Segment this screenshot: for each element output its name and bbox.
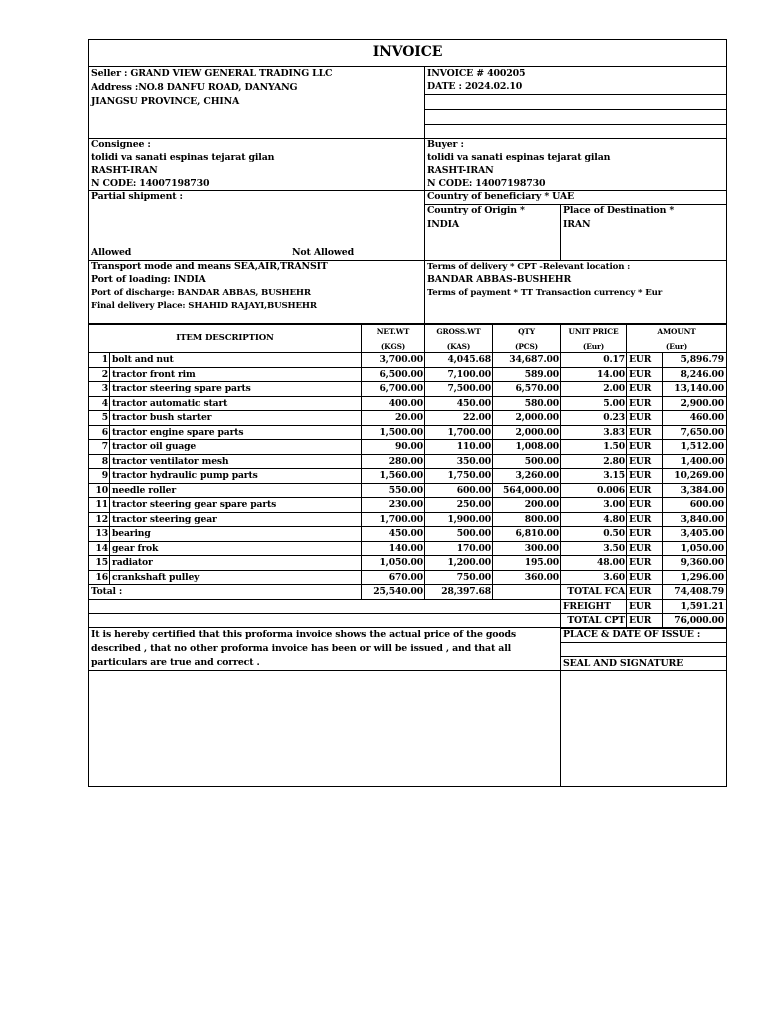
item-quantity: 2,000.00 <box>492 411 561 426</box>
item-net-weight: 140.00 <box>361 542 425 557</box>
item-amount: 7,650.00 <box>662 426 727 441</box>
partial-allowed: Allowed <box>91 247 132 258</box>
item-net-weight: 1,700.00 <box>361 513 425 528</box>
seal-cell <box>560 656 727 671</box>
item-number: 16 <box>88 571 110 586</box>
header-amount <box>626 324 727 353</box>
item-number: 1 <box>88 353 110 368</box>
item-gross-weight: 1,200.00 <box>424 556 493 571</box>
item-gross-weight: 450.00 <box>424 397 493 412</box>
table-row <box>88 426 727 441</box>
title-cell <box>88 39 727 67</box>
item-description: gear frok <box>109 542 362 557</box>
buyer-city: RASHT-IRAN <box>427 165 494 176</box>
item-amount: 8,246.00 <box>662 368 727 383</box>
item-currency: EUR <box>626 513 663 528</box>
partial-not-allowed: Not Allowed <box>292 247 355 258</box>
item-currency: EUR <box>626 556 663 571</box>
item-number: 15 <box>88 556 110 571</box>
totals-row <box>88 600 727 615</box>
item-currency: EUR <box>626 397 663 412</box>
item-currency: EUR <box>626 368 663 383</box>
item-number: 11 <box>88 498 110 513</box>
item-description: tractor oil guage <box>109 440 362 455</box>
bottom-left-box <box>88 670 561 787</box>
consignee-city: RASHT-IRAN <box>91 165 158 176</box>
seller-line3: JIANGSU PROVINCE, CHINA <box>91 96 240 107</box>
item-description: tractor bush starter <box>109 411 362 426</box>
item-amount: 1,050.00 <box>662 542 727 557</box>
item-unit-price: 2.80 <box>560 455 627 470</box>
item-quantity: 195.00 <box>492 556 561 571</box>
item-net-weight: 1,050.00 <box>361 556 425 571</box>
item-quantity: 6,570.00 <box>492 382 561 397</box>
item-net-weight: 1,560.00 <box>361 469 425 484</box>
item-number: 5 <box>88 411 110 426</box>
item-amount: 9,360.00 <box>662 556 727 571</box>
header-netwt <box>361 324 425 353</box>
item-quantity: 2,000.00 <box>492 426 561 441</box>
table-row <box>88 498 727 513</box>
partial-shipment-block <box>88 190 425 261</box>
item-unit-price: 3.15 <box>560 469 627 484</box>
item-unit-price: 2.00 <box>560 382 627 397</box>
total-fca-label: TOTAL FCA <box>560 585 627 600</box>
item-gross-weight: 4,045.68 <box>424 353 493 368</box>
item-gross-weight: 500.00 <box>424 527 493 542</box>
item-quantity: 564,000.00 <box>492 484 561 499</box>
item-description: needle roller <box>109 484 362 499</box>
item-gross-weight: 250.00 <box>424 498 493 513</box>
table-row <box>88 411 727 426</box>
item-description: bearing <box>109 527 362 542</box>
place-date-cell <box>560 627 727 643</box>
total-gross-weight: 28,397.68 <box>424 585 493 600</box>
seller-line1: Seller : GRAND VIEW GENERAL TRADING LLC <box>91 68 333 79</box>
item-description: tractor steering spare parts <box>109 382 362 397</box>
destination-label: Place of Destination * <box>563 205 675 216</box>
item-number: 12 <box>88 513 110 528</box>
table-row <box>88 368 727 383</box>
destination-cell <box>560 204 727 261</box>
item-net-weight: 20.00 <box>361 411 425 426</box>
item-number: 9 <box>88 469 110 484</box>
header-unit-price-unit: (Eur) <box>582 342 605 351</box>
item-quantity: 360.00 <box>492 571 561 586</box>
item-gross-weight: 7,100.00 <box>424 368 493 383</box>
invoice-number: INVOICE # 400205 <box>427 68 526 79</box>
item-net-weight: 280.00 <box>361 455 425 470</box>
total-cpt-currency: EUR <box>626 614 663 629</box>
item-currency: EUR <box>626 484 663 499</box>
header-amount-unit: (Eur) <box>665 342 688 351</box>
header-item-desc <box>88 324 362 353</box>
certification-block <box>88 627 561 671</box>
blank-row-3 <box>424 124 727 139</box>
item-unit-price: 0.17 <box>560 353 627 368</box>
header-qty-label: QTY <box>518 327 535 336</box>
freight-currency: EUR <box>626 600 663 615</box>
item-description: bolt and nut <box>109 353 362 368</box>
item-gross-weight: 1,750.00 <box>424 469 493 484</box>
item-unit-price: 3.00 <box>560 498 627 513</box>
item-number: 13 <box>88 527 110 542</box>
item-description: crankshaft pulley <box>109 571 362 586</box>
blank-row-1 <box>424 94 727 110</box>
cert-line3: particulars are true and correct . <box>91 657 260 668</box>
item-amount: 3,405.00 <box>662 527 727 542</box>
item-quantity: 589.00 <box>492 368 561 383</box>
partial-shipment-label: Partial shipment : <box>91 191 183 202</box>
item-quantity: 800.00 <box>492 513 561 528</box>
item-unit-price: 0.006 <box>560 484 627 499</box>
consignee-label: Consignee : <box>91 139 151 150</box>
item-amount: 600.00 <box>662 498 727 513</box>
item-net-weight: 90.00 <box>361 440 425 455</box>
header-netwt-label: NET.WT <box>376 327 410 336</box>
item-unit-price: 1.50 <box>560 440 627 455</box>
table-row <box>88 455 727 470</box>
header-unit-price <box>560 324 627 353</box>
item-currency: EUR <box>626 455 663 470</box>
header-unit-price-label: UNIT PRICE <box>568 327 619 336</box>
item-amount: 460.00 <box>662 411 727 426</box>
item-amount: 1,512.00 <box>662 440 727 455</box>
buyer-name: tolidi va sanati espinas tejarat gilan <box>427 152 611 163</box>
destination-value: IRAN <box>563 219 591 230</box>
item-description: tractor hydraulic pump parts <box>109 469 362 484</box>
item-currency: EUR <box>626 426 663 441</box>
item-net-weight: 230.00 <box>361 498 425 513</box>
item-quantity: 6,810.00 <box>492 527 561 542</box>
item-quantity: 580.00 <box>492 397 561 412</box>
blank-row-2 <box>424 109 727 125</box>
item-gross-weight: 600.00 <box>424 484 493 499</box>
header-grosswt-unit: (KAS) <box>446 342 471 351</box>
item-currency: EUR <box>626 411 663 426</box>
beneficiary-cell <box>424 190 727 205</box>
item-amount: 5,896.79 <box>662 353 727 368</box>
item-amount: 3,384.00 <box>662 484 727 499</box>
place-date-label: PLACE & DATE OF ISSUE : <box>563 629 701 640</box>
item-net-weight: 670.00 <box>361 571 425 586</box>
invoice-sheet <box>88 39 727 787</box>
header-qty <box>492 324 561 353</box>
item-currency: EUR <box>626 353 663 368</box>
buyer-ncode: N CODE: 14007198730 <box>427 178 546 189</box>
total-cpt-label: TOTAL CPT <box>560 614 627 629</box>
item-description: tractor steering gear <box>109 513 362 528</box>
seller-line2: Address :NO.8 DANFU ROAD, DANYANG <box>91 82 298 93</box>
item-quantity: 1,008.00 <box>492 440 561 455</box>
item-currency: EUR <box>626 440 663 455</box>
item-number: 3 <box>88 382 110 397</box>
item-amount: 13,140.00 <box>662 382 727 397</box>
item-unit-price: 3.60 <box>560 571 627 586</box>
item-currency: EUR <box>626 542 663 557</box>
item-number: 7 <box>88 440 110 455</box>
terms-of-delivery: Terms of delivery * CPT -Relevant location : <box>427 262 631 272</box>
invoice-number-cell <box>424 66 727 95</box>
item-description: tractor steering gear spare parts <box>109 498 362 513</box>
item-unit-price: 48.00 <box>560 556 627 571</box>
consignee-name: tolidi va sanati espinas tejarat gilan <box>91 152 275 163</box>
item-currency: EUR <box>626 382 663 397</box>
item-amount: 1,400.00 <box>662 455 727 470</box>
item-net-weight: 6,700.00 <box>361 382 425 397</box>
buyer-block <box>424 138 727 191</box>
item-gross-weight: 7,500.00 <box>424 382 493 397</box>
item-currency: EUR <box>626 571 663 586</box>
table-row <box>88 382 727 397</box>
header-grosswt <box>424 324 493 353</box>
table-row <box>88 440 727 455</box>
terms-block <box>424 260 727 324</box>
item-description: tractor automatic start <box>109 397 362 412</box>
item-description: tractor front rim <box>109 368 362 383</box>
consignee-block <box>88 138 425 191</box>
table-row <box>88 513 727 528</box>
item-gross-weight: 170.00 <box>424 542 493 557</box>
item-amount: 3,840.00 <box>662 513 727 528</box>
buyer-label: Buyer : <box>427 139 464 150</box>
item-amount: 1,296.00 <box>662 571 727 586</box>
item-amount: 10,269.00 <box>662 469 727 484</box>
item-number: 14 <box>88 542 110 557</box>
transport-mode: Transport mode and means SEA,AIR,TRANSIT <box>91 261 328 272</box>
item-currency: EUR <box>626 469 663 484</box>
header-item-desc-label: ITEM DESCRIPTION <box>176 333 274 343</box>
item-net-weight: 550.00 <box>361 484 425 499</box>
table-row <box>88 397 727 412</box>
item-currency: EUR <box>626 527 663 542</box>
item-quantity: 500.00 <box>492 455 561 470</box>
item-number: 6 <box>88 426 110 441</box>
beneficiary-country: Country of beneficiary * UAE <box>427 191 575 202</box>
item-quantity: 3,260.00 <box>492 469 561 484</box>
freight-blank <box>88 600 561 615</box>
item-unit-price: 5.00 <box>560 397 627 412</box>
table-row <box>88 556 727 571</box>
item-gross-weight: 1,900.00 <box>424 513 493 528</box>
header-grosswt-label: GROSS.WT <box>436 327 481 336</box>
item-gross-weight: 22.00 <box>424 411 493 426</box>
totals-row <box>88 585 727 600</box>
origin-value: INDIA <box>427 219 459 230</box>
item-unit-price: 0.50 <box>560 527 627 542</box>
origin-cell <box>424 204 561 261</box>
item-number: 2 <box>88 368 110 383</box>
item-description: radiator <box>109 556 362 571</box>
item-unit-price: 3.50 <box>560 542 627 557</box>
terms-of-payment: Terms of payment * TT Transaction currency * Eur <box>427 288 663 298</box>
header-netwt-unit: (KGS) <box>380 342 406 351</box>
item-number: 4 <box>88 397 110 412</box>
table-row <box>88 527 727 542</box>
item-gross-weight: 1,700.00 <box>424 426 493 441</box>
table-row <box>88 571 727 586</box>
table-row <box>88 542 727 557</box>
relevant-location: BANDAR ABBAS-BUSHEHR <box>427 274 572 285</box>
item-unit-price: 4.80 <box>560 513 627 528</box>
item-net-weight: 6,500.00 <box>361 368 425 383</box>
freight-amount: 1,591.21 <box>662 600 727 615</box>
item-number: 8 <box>88 455 110 470</box>
table-row <box>88 469 727 484</box>
item-unit-price: 3.83 <box>560 426 627 441</box>
port-of-discharge: Port of discharge: BANDAR ABBAS, BUSHEHR <box>91 288 311 298</box>
total-net-weight: 25,540.00 <box>361 585 425 600</box>
item-net-weight: 3,700.00 <box>361 353 425 368</box>
total-fca-amount: 74,408.79 <box>662 585 727 600</box>
cert-line1: It is hereby certified that this proforma invoice shows the actual price of the goods <box>91 629 517 640</box>
port-of-loading: Port of loading: INDIA <box>91 274 206 285</box>
invoice-date: DATE : 2024.02.10 <box>427 81 523 92</box>
header-qty-unit: (PCS) <box>514 342 539 351</box>
item-gross-weight: 750.00 <box>424 571 493 586</box>
consignee-ncode: N CODE: 14007198730 <box>91 178 210 189</box>
item-number: 10 <box>88 484 110 499</box>
item-quantity: 34,687.00 <box>492 353 561 368</box>
item-gross-weight: 110.00 <box>424 440 493 455</box>
seller-block <box>88 66 425 139</box>
item-description: tractor engine spare parts <box>109 426 362 441</box>
total-blank <box>492 585 561 600</box>
item-net-weight: 450.00 <box>361 527 425 542</box>
item-unit-price: 14.00 <box>560 368 627 383</box>
total-fca-currency: EUR <box>626 585 663 600</box>
total-label: Total : <box>88 585 362 600</box>
page-title: INVOICE <box>372 44 443 60</box>
bottom-right-box <box>560 670 727 787</box>
item-amount: 2,900.00 <box>662 397 727 412</box>
table-row <box>88 353 727 368</box>
item-quantity: 200.00 <box>492 498 561 513</box>
total-cpt-amount: 76,000.00 <box>662 614 727 629</box>
item-gross-weight: 350.00 <box>424 455 493 470</box>
item-net-weight: 1,500.00 <box>361 426 425 441</box>
transport-block <box>88 260 425 324</box>
seal-label: SEAL AND SIGNATURE <box>563 658 684 669</box>
final-delivery-place: Final delivery Place: SHAHID RAJAYI,BUSHEHR <box>91 301 317 311</box>
origin-label: Country of Origin * <box>427 205 525 216</box>
place-date-blank <box>560 642 727 657</box>
freight-label: FREIGHT <box>560 600 627 615</box>
item-quantity: 300.00 <box>492 542 561 557</box>
cert-line2: described , that no other proforma invoice has been or will be issued , and that all <box>91 643 512 654</box>
item-unit-price: 0.23 <box>560 411 627 426</box>
table-row <box>88 484 727 499</box>
item-currency: EUR <box>626 498 663 513</box>
item-description: tractor ventilator mesh <box>109 455 362 470</box>
header-amount-label: AMOUNT <box>657 327 696 336</box>
item-net-weight: 400.00 <box>361 397 425 412</box>
